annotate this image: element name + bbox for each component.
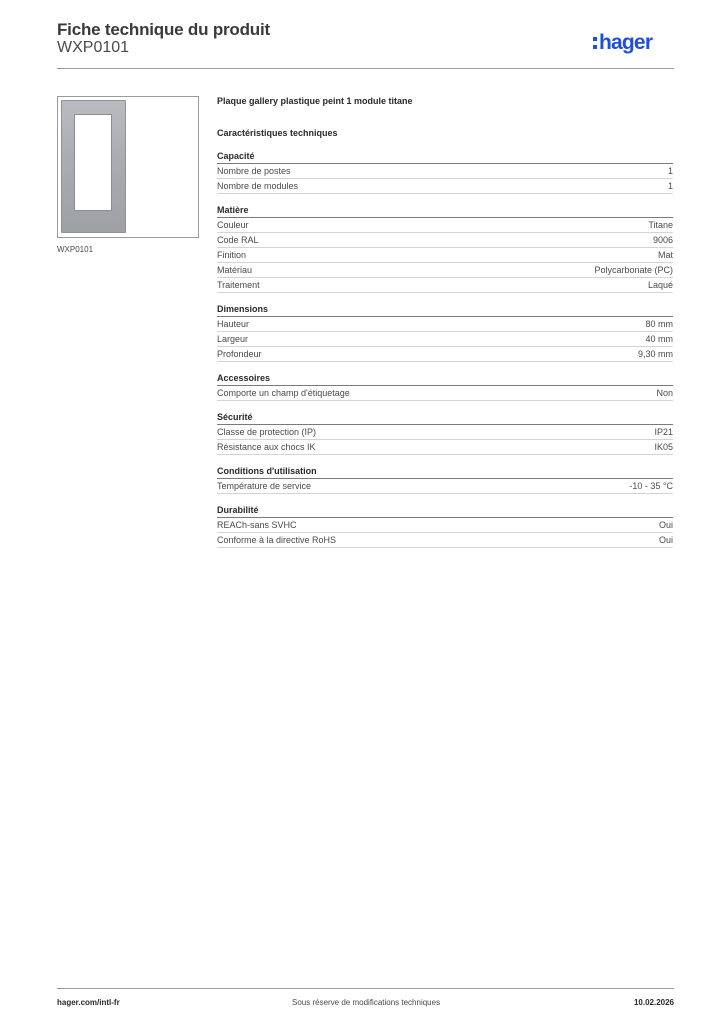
spec-label: Nombre de modules	[217, 181, 299, 191]
spec-group-title: Capacité	[217, 150, 673, 164]
spec-group	[217, 504, 673, 548]
spec-group	[217, 150, 673, 194]
image-caption: WXP0101	[57, 245, 94, 254]
hager-logo	[592, 26, 674, 60]
spec-value: Oui	[658, 520, 673, 530]
spec-value: 40 mm	[645, 334, 673, 344]
spec-label: Couleur	[217, 220, 249, 230]
spec-group	[217, 465, 673, 494]
spec-label: Profondeur	[217, 349, 262, 359]
spec-row	[217, 533, 673, 548]
spec-label: Résistance aux chocs IK	[217, 442, 316, 452]
spec-value: 1	[667, 166, 673, 176]
spec-group-title: Conditions d'utilisation	[217, 465, 673, 479]
spec-row	[217, 386, 673, 401]
spec-groups	[217, 150, 673, 548]
spec-value: 1	[667, 181, 673, 191]
spec-row	[217, 164, 673, 179]
spec-value: Titane	[648, 220, 673, 230]
spec-label: Nombre de postes	[217, 166, 291, 176]
spec-value: IP21	[654, 427, 673, 437]
logo-wordmark: hager	[599, 31, 653, 54]
spec-row	[217, 347, 673, 362]
specs-heading: Caractéristiques techniques	[217, 128, 338, 138]
cover-plate-opening	[75, 115, 111, 210]
product-code: WXP0101	[57, 39, 130, 56]
footer-notice: Sous réserve de modifications techniques	[292, 998, 441, 1007]
spec-group-title: Durabilité	[217, 504, 673, 518]
spec-label: Classe de protection (IP)	[217, 427, 317, 437]
logo-dot-bottom	[593, 45, 597, 49]
spec-row	[217, 248, 673, 263]
spec-label: Matériau	[217, 265, 253, 275]
spec-group	[217, 303, 673, 362]
spec-group-title: Matière	[217, 204, 673, 218]
spec-row	[217, 218, 673, 233]
spec-value: Polycarbonate (PC)	[594, 265, 673, 275]
spec-label: Température de service	[217, 481, 312, 491]
spec-label: Conforme à la directive RoHS	[217, 535, 337, 545]
spec-group	[217, 372, 673, 401]
spec-row	[217, 317, 673, 332]
spec-label: Finition	[217, 250, 247, 260]
spec-label: Code RAL	[217, 235, 259, 245]
spec-row	[217, 479, 673, 494]
spec-row	[217, 518, 673, 533]
spec-label: Largeur	[217, 334, 249, 344]
spec-row	[217, 425, 673, 440]
spec-label: Traitement	[217, 280, 260, 290]
spec-group-title: Sécurité	[217, 411, 673, 425]
spec-label: Hauteur	[217, 319, 250, 329]
product-name: Plaque gallery plastique peint 1 module titane	[217, 96, 413, 106]
spec-label: REACh-sans SVHC	[217, 520, 297, 530]
page-title: Fiche technique du produit	[57, 20, 270, 39]
footer-date: 10.02.2026	[633, 998, 674, 1007]
logo-dot-top	[593, 37, 597, 41]
spec-row	[217, 263, 673, 278]
spec-group-title: Accessoires	[217, 372, 673, 386]
spec-value: 80 mm	[645, 319, 673, 329]
spec-row	[217, 233, 673, 248]
cover-plate-picture	[61, 100, 126, 233]
spec-value: Non	[656, 388, 673, 398]
product-image	[57, 96, 199, 238]
spec-row	[217, 440, 673, 455]
spec-value: Mat	[657, 250, 673, 260]
spec-group	[217, 204, 673, 293]
spec-sheet	[217, 94, 673, 548]
spec-value: Laqué	[647, 280, 673, 290]
spec-value: Oui	[658, 535, 673, 545]
spec-row	[217, 278, 673, 293]
header-divider	[57, 68, 674, 69]
footer-website: hager.com/intl-fr	[57, 998, 120, 1007]
spec-row	[217, 332, 673, 347]
footer-divider	[57, 988, 674, 989]
spec-group-title: Dimensions	[217, 303, 673, 317]
spec-label: Comporte un champ d'étiquetage	[217, 388, 350, 398]
spec-value: -10 - 35 °C	[629, 481, 673, 491]
spec-row	[217, 179, 673, 194]
spec-value: 9006	[652, 235, 673, 245]
spec-group	[217, 411, 673, 455]
spec-value: IK05	[654, 442, 673, 452]
spec-value: 9,30 mm	[637, 349, 673, 359]
